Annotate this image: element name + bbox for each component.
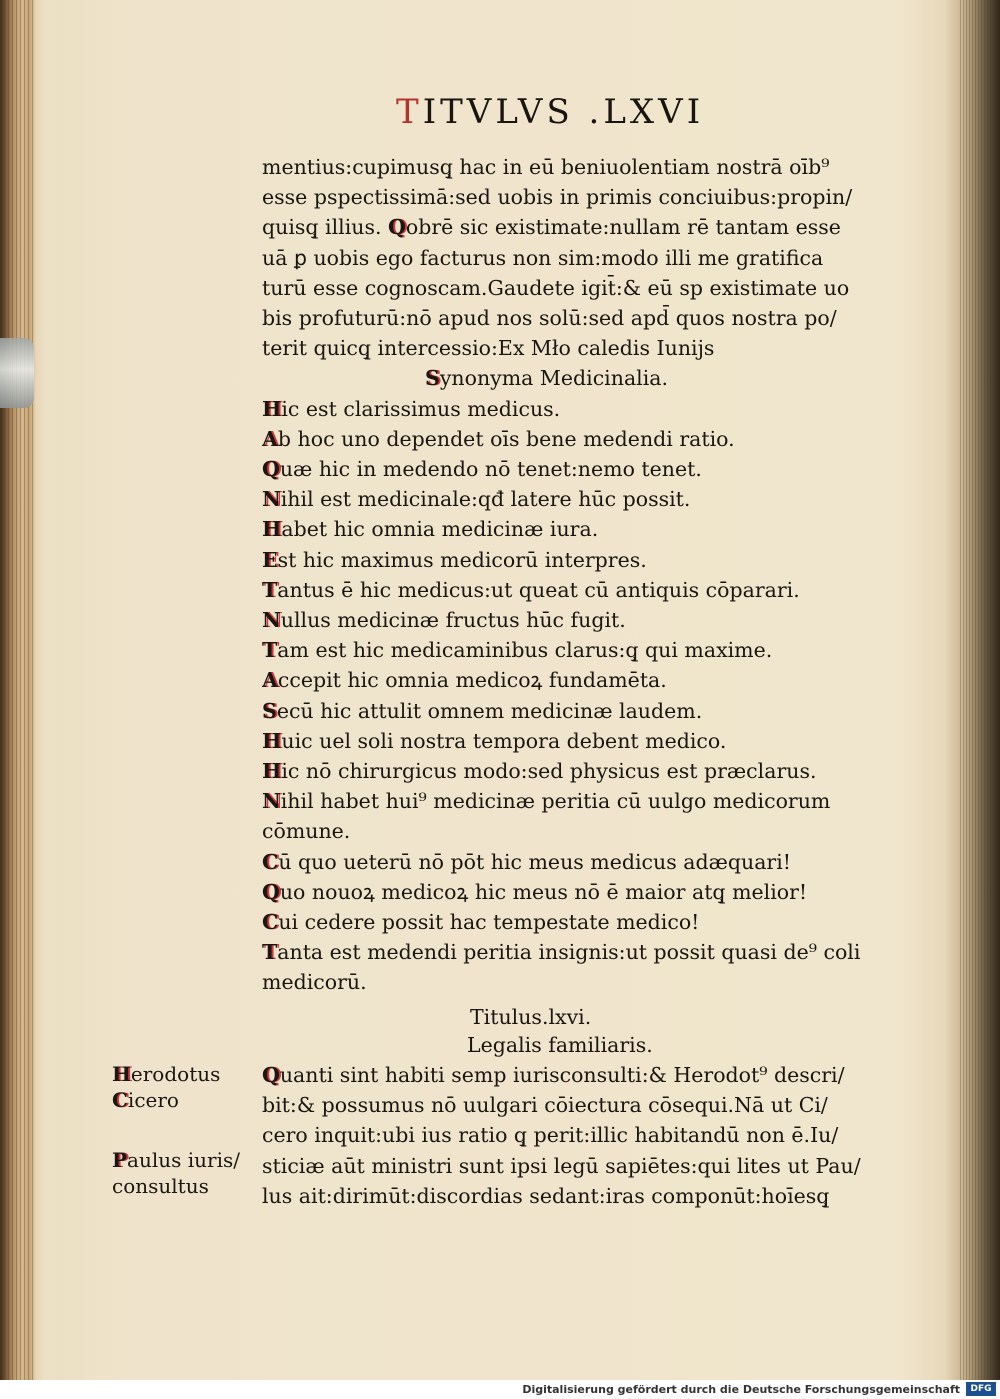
initial-capital: H [262,517,282,542]
synonym-line [262,877,882,907]
section-heading-synonyma [425,363,1000,393]
footer-credit: Digitalisierung gefördert durch die Deutsche Forschungsgemeinschaft [522,1383,960,1396]
line-text: bis profuturū:nō apud nos solū:sed apd̄ quos nostra po/ [262,306,837,330]
line-text: am est hic medicaminibus clarus:q̧ qui maxime. [277,638,773,663]
synonym-line [262,575,882,605]
body-line [262,333,882,363]
line-text: quisq̧ illius. [262,215,389,240]
margin-note-text: erodotus [130,1062,221,1086]
synonym-line [262,696,882,726]
margin-note [112,1060,262,1088]
line-text: ū quo ueterū nō pōt hic meus medicus adæquari! [278,849,792,874]
line-text: obrē sic existimate:nullam rē tantam esse [405,215,841,240]
line-text: ic nō chirurgicus modo:sed physicus est præclarus. [281,759,817,783]
body-line [262,182,882,212]
initial-capital: N [262,608,281,632]
synonym-line [262,635,882,665]
line-text: ullus medicinæ fructus hūc fugit. [280,608,626,632]
synonym-line [262,907,882,937]
margin-note [112,1172,262,1200]
initial-capital: T [262,940,278,965]
line-text: uo nouoꝝ medicoꝝ hic meus nō ē maior atq̧ melior! [279,879,808,904]
synonym-line [262,786,882,816]
dfg-logo: DFG [966,1382,996,1396]
title-red-letter: T [396,92,423,132]
line-text: Legalis familiaris. [467,1032,653,1057]
book-clasp [0,338,34,408]
legalis-line [262,1120,882,1150]
initial-capital: S [262,698,277,723]
initial-capital: Q [388,215,406,240]
synonym-line [262,484,882,514]
initial-capital: H [262,396,282,421]
line-text: sticiæ aūt ministri sunt ipsi legū sapiētes:qui lites ut Pau/ [262,1153,861,1178]
section-heading-legalis [467,1030,1000,1060]
margin-note-text: aulus iuris/ [127,1148,240,1172]
initial-capital: C [112,1088,128,1112]
initial-capital: T [262,638,278,663]
page-gutter [960,0,1000,1380]
margin-note [112,1146,262,1174]
synonym-line [262,816,882,846]
initial-capital: A [262,668,278,693]
line-text: ecū hic attulit omnem medicinæ laudem. [276,698,703,723]
line-text: b hoc uno dependet oīs bene medendi ratio. [277,426,735,451]
initial-capital: H [262,728,282,753]
margin-note-text: consultus [112,1174,209,1198]
line-text: cero inquit:ubi ius ratio q̧ perit:illic habitandū non ē.Iu/ [262,1123,839,1148]
page-fore-edge [0,0,34,1380]
line-text: antus ē hic medicus:ut queat cū antiquis cōparari. [277,577,800,602]
line-text: ic est clarissimus medicus. [281,396,561,421]
body-line [262,243,882,273]
initial-capital: A [262,426,278,451]
line-text: ihil est medicinale:qđ latere hūc possit. [280,487,691,512]
initial-capital: C [262,849,279,874]
synonym-line [262,454,882,484]
initial-capital: Q [262,1063,280,1087]
initial-capital: T [262,577,278,602]
body-line [262,303,882,333]
initial-capital: P [112,1148,128,1172]
line-text: ui cedere possit hac tempestate medico! [278,910,700,934]
running-title [396,92,716,134]
line-text: mentius:cupimusq̧ hac in eū beniuolentiam nostrā oīb⁹ [262,155,830,179]
initial-capital: N [262,487,281,512]
line-text: terit quicq̧ intercessio:Ex Mło caledis Iunijs [262,336,715,361]
title-rest: ITVLVS .LXVI [422,92,705,132]
synonym-line [262,967,882,997]
synonym-line [262,756,882,786]
line-text: uæ hic in medendo nō tenet:nemo tenet. [279,457,702,481]
line-text: abet hic omnia medicinæ iura. [281,517,599,542]
line-text: uanti sint habiti semp iurisconsulti:& Herodot⁹ descri/ [279,1063,845,1087]
initial-capital: H [112,1062,131,1086]
synonym-line [262,665,882,695]
body-line [262,152,882,182]
line-text: Titulus.lxvi. [470,1004,592,1029]
line-text: bit:& possumus nō uulgari cōiectura cōsequi.Nā ut Ci/ [262,1093,828,1118]
line-text: ccepit hic omnia medicoꝝ fundamēta. [277,668,667,693]
initial-capital: S [425,366,440,391]
body-line [262,212,882,242]
legalis-line [262,1181,882,1211]
line-text: ihil habet hui⁹ medicinæ peritia cū uulgo medicorum [280,789,831,814]
synonym-line [262,847,882,877]
legalis-line [262,1060,882,1090]
synonym-line [262,726,882,756]
synonym-line [262,424,882,454]
initial-capital: Q [262,457,280,481]
line-text: medicorū. [262,970,367,995]
initial-capital: N [262,789,281,814]
line-text: lus ait:dirimūt:discordias sedant:iras componūt:hoīesq̧ [262,1183,830,1208]
initial-capital: Q [262,879,280,904]
synonym-line [262,545,882,575]
section-heading-titulus [470,1002,1000,1032]
synonym-line [262,394,882,424]
line-text: ynonyma Medicinalia. [439,366,669,391]
line-text: turū esse cognoscam.Gaudete igit̄:& eū sp existimate uo [262,275,850,300]
initial-capital: H [262,759,282,783]
legalis-line [262,1090,882,1120]
initial-capital: C [262,910,279,934]
line-text: uā ꝑ uobis ego facturus non sim:modo illi me gratifica [262,245,824,270]
line-text: esse pspectissimā:sed uobis in primis conciuibus:propin/ [262,185,853,210]
margin-note-text: icero [127,1088,179,1112]
line-text: cōmune. [262,819,351,844]
body-line [262,273,882,303]
line-text: uic uel soli nostra tempora debent medico. [281,728,727,753]
line-text: anta est medendi peritia insignis:ut possit quasi de⁹ coli [277,940,861,965]
synonym-line [262,514,882,544]
synonym-line [262,937,882,967]
margin-note [112,1086,262,1114]
synonym-line [262,605,882,635]
legalis-line [262,1151,882,1181]
initial-capital: E [262,547,278,572]
line-text: st hic maximus medicorū interpres. [277,547,647,572]
